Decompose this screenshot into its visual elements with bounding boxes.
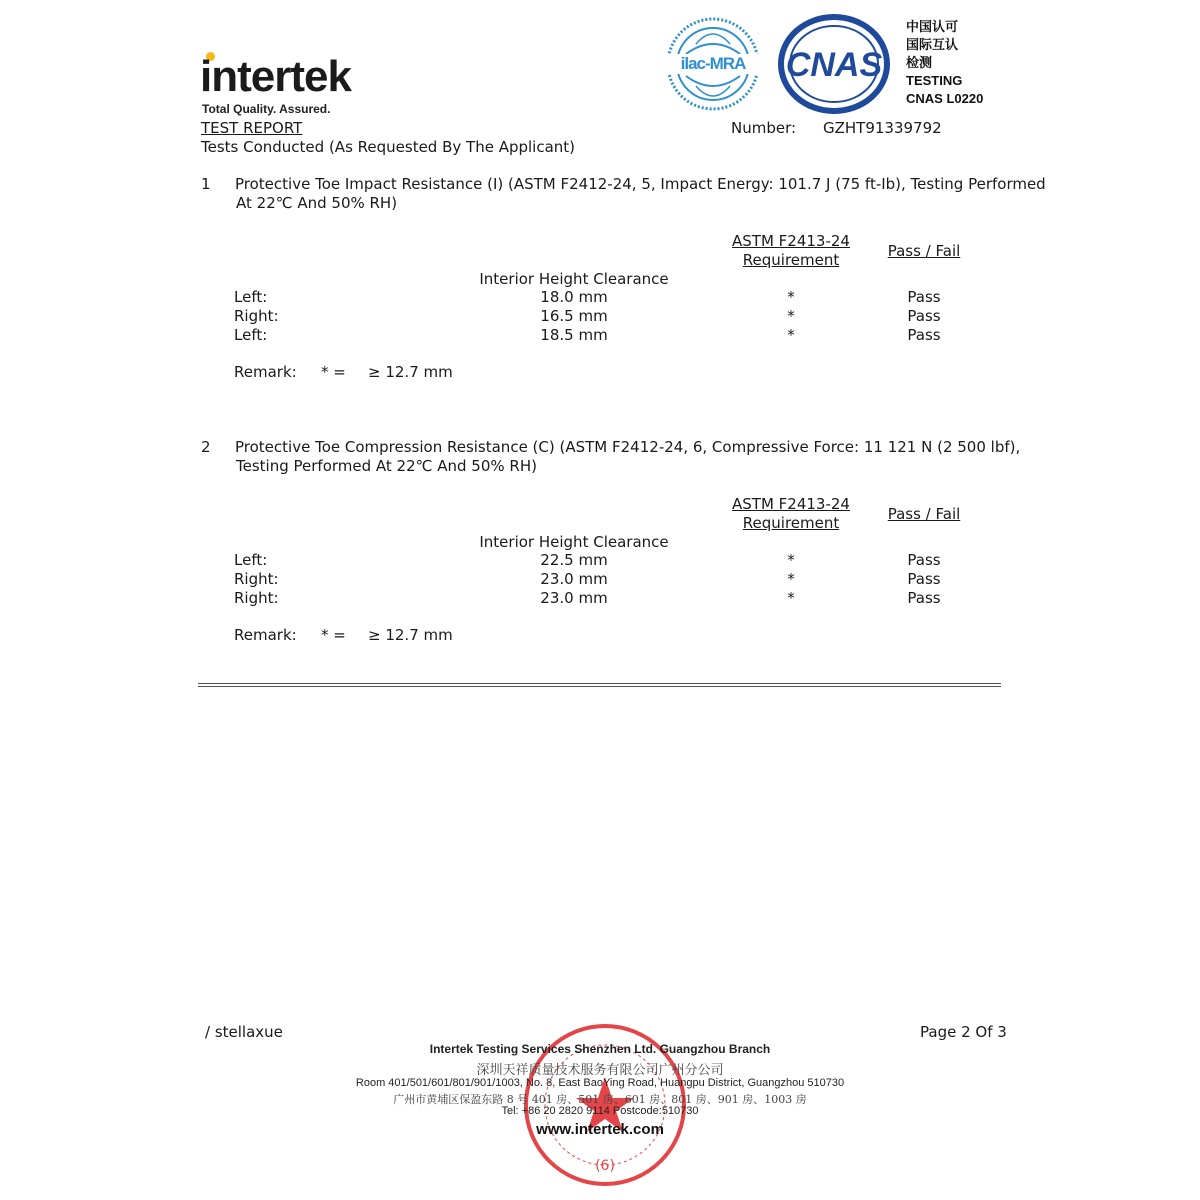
section-title: Protective Toe Compression Resistance (C) (ASTM F2412-24, 6, Compressive Force: 11 121 N (2 500 lbf), <box>235 438 1021 456</box>
row-side: Right: <box>234 570 279 588</box>
row-side: Left: <box>234 326 268 344</box>
requirement-header-sub: Requirement <box>742 514 840 532</box>
row-side: Right: <box>234 589 279 607</box>
remark-value: ≥ 12.7 mm <box>368 626 453 644</box>
requirement-header-sub: Requirement <box>742 251 840 269</box>
row-value: 18.0 mm <box>540 288 608 306</box>
cnas-accreditation-text <box>906 18 983 108</box>
remark-value: ≥ 12.7 mm <box>368 363 453 381</box>
row-result: Pass <box>907 288 941 306</box>
section-divider <box>198 686 1001 687</box>
cnas-text: CNAS <box>785 46 883 84</box>
footer-address-cn: 广州市黄埔区保盈东路 8 号 401 房、501 房、601 房、801 房、901 房、1003 房 <box>393 1093 807 1106</box>
ilac-mra-seal <box>666 14 760 114</box>
clearance-header: Interior Height Clearance <box>479 533 669 551</box>
ilac-text: ilac-MRA <box>664 54 762 74</box>
row-value: 22.5 mm <box>540 551 608 569</box>
cnas-line: TESTING <box>906 73 963 88</box>
row-value: 23.0 mm <box>540 589 608 607</box>
row-requirement: * <box>787 288 795 306</box>
row-value: 16.5 mm <box>540 307 608 325</box>
row-result: Pass <box>907 307 941 325</box>
page-number: Page 2 Of 3 <box>920 1023 1007 1041</box>
cnas-line: 中国认可 <box>906 19 959 34</box>
section-index: 1 <box>201 175 211 193</box>
pass-fail-header: Pass / Fail <box>887 242 961 260</box>
row-requirement: * <box>787 570 795 588</box>
requirement-header: ASTM F2413-24 <box>732 232 850 250</box>
footer-website: www.intertek.com <box>536 1121 664 1138</box>
row-side: Right: <box>234 307 279 325</box>
row-result: Pass <box>907 589 941 607</box>
section-divider <box>198 683 1001 684</box>
row-requirement: * <box>787 551 795 569</box>
remark-key: * = <box>321 626 346 644</box>
row-side: Left: <box>234 551 268 569</box>
report-number: GZHT91339792 <box>823 119 942 137</box>
report-subtitle: Tests Conducted (As Requested By The Applicant) <box>201 138 576 156</box>
footer-tel: Tel: +86 20 2820 9114 Postcode:510730 <box>501 1105 699 1117</box>
row-requirement: * <box>787 307 795 325</box>
cnas-line: 检测 <box>906 55 933 70</box>
remark-key: * = <box>321 363 346 381</box>
author-signature: / stellaxue <box>205 1023 283 1041</box>
footer-company: Intertek Testing Services Shenzhen Ltd. Guangzhou Branch <box>429 1042 771 1056</box>
number-label: Number: <box>731 119 797 137</box>
report-title: TEST REPORT <box>201 119 303 137</box>
cnas-seal <box>778 14 890 114</box>
remark-label: Remark: <box>234 363 297 381</box>
pass-fail-header: Pass / Fail <box>887 505 961 523</box>
intertek-logo: intertek <box>200 52 351 101</box>
section-title: Protective Toe Impact Resistance (I) (ASTM F2412-24, 5, Impact Energy: 101.7 J (75 ft-Ib), Testing Performed <box>235 175 1046 193</box>
row-side: Left: <box>234 288 268 306</box>
stamp-number: (6) <box>595 1158 615 1174</box>
footer-address: Room 401/501/601/801/901/1003, No. 8, East BaoYing Road, Huangpu District, Guangzhou 510730 <box>355 1077 845 1089</box>
clearance-header: Interior Height Clearance <box>479 270 669 288</box>
row-result: Pass <box>907 570 941 588</box>
cnas-line: CNAS L0220 <box>906 91 984 106</box>
row-result: Pass <box>907 326 941 344</box>
section-index: 2 <box>201 438 211 456</box>
logo-tagline: Total Quality. Assured. <box>202 102 331 116</box>
cnas-line: 国际互认 <box>906 37 959 52</box>
row-requirement: * <box>787 326 795 344</box>
requirement-header: ASTM F2413-24 <box>732 495 850 513</box>
section-title-cont: At 22℃ And 50% RH) <box>236 194 398 212</box>
row-result: Pass <box>907 551 941 569</box>
section-title-cont: Testing Performed At 22℃ And 50% RH) <box>236 457 537 475</box>
row-requirement: * <box>787 589 795 607</box>
row-value: 23.0 mm <box>540 570 608 588</box>
footer-company-cn: 深圳天祥质量技术服务有限公司广州分公司 <box>476 1063 724 1078</box>
row-value: 18.5 mm <box>540 326 608 344</box>
remark-label: Remark: <box>234 626 297 644</box>
